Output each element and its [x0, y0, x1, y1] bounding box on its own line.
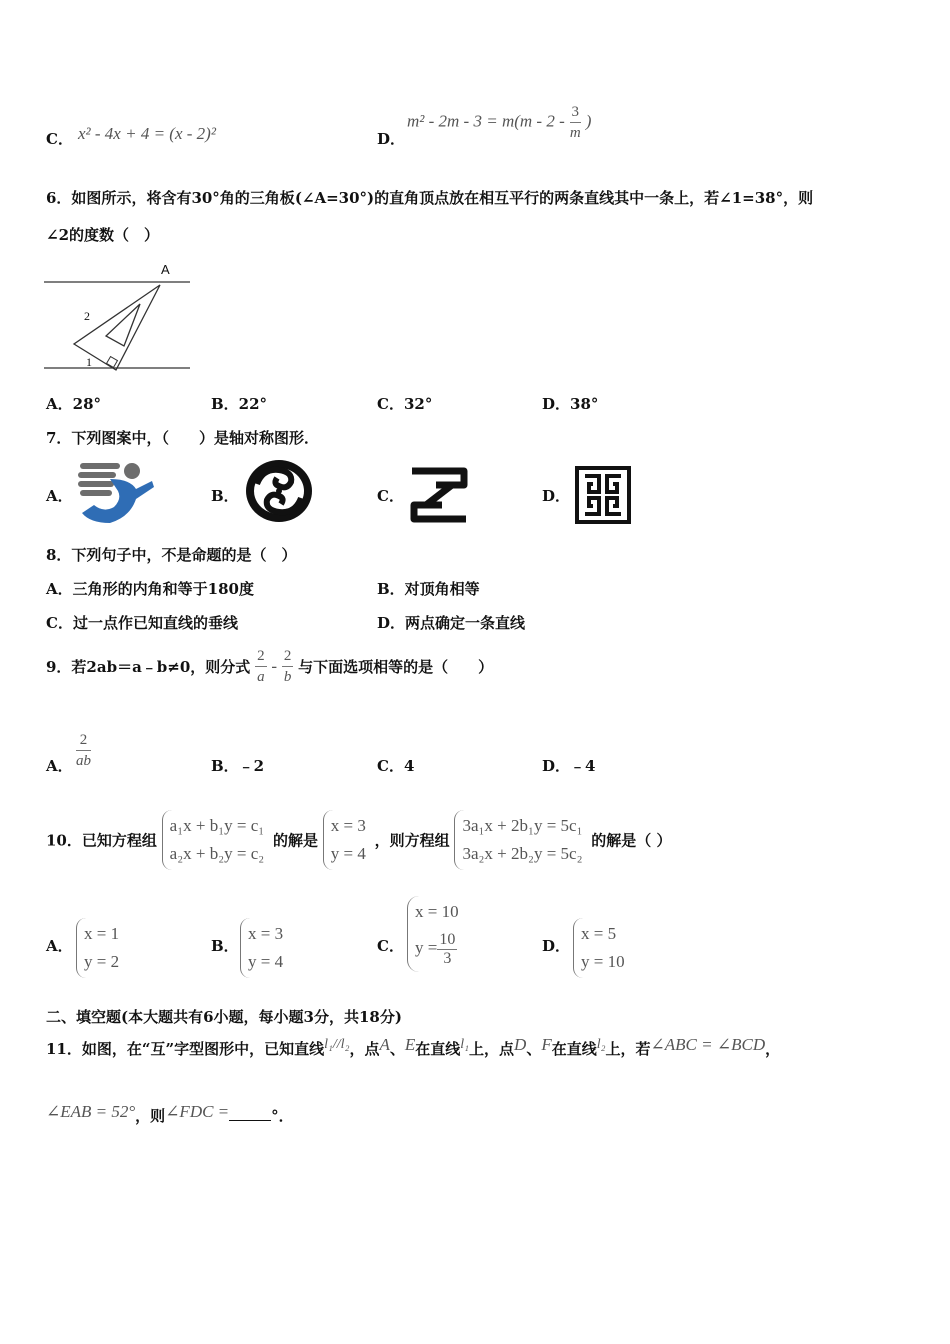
q6-option-a: A．28° — [46, 395, 102, 413]
q9-fraction-a: $\frac{2}{a}$ — [257, 648, 265, 685]
q10-option-b-system: x = 3 y = 4 — [240, 918, 287, 978]
q6-option-c: C．32° — [377, 395, 433, 413]
q9-option-b: B．﹣2 — [211, 757, 265, 775]
q9-option-a-label: A． — [46, 757, 73, 775]
q10-stem — [46, 810, 672, 870]
q6-fig-label-a: A — [161, 262, 170, 277]
q9-minus: - — [271, 656, 278, 676]
q5-option-d-right: ) — [585, 111, 592, 131]
q5-option-c-label: C． — [46, 130, 73, 148]
q10-option-a-label: A． — [46, 937, 73, 955]
q9-stem-post: 与下面选项相等的是（ ） — [298, 658, 494, 676]
q10-stem-pre: 10．已知方程组 — [46, 831, 157, 850]
q10-option-c-label: C． — [377, 937, 404, 955]
q8-option-d: D．两点确定一条直线 — [377, 614, 526, 632]
q6-fig-label-1: 1 — [86, 355, 92, 369]
q10-option-c-system: x = 10 y = $\frac{10}{3}$ — [407, 896, 463, 972]
q9-stem-pre: 9．若2ab＝a﹣b≠0，则分式 — [46, 658, 251, 676]
q7-option-b-label: B． — [211, 487, 239, 505]
q8-stem: 8．下列句子中，不是命题的是（ ） — [46, 546, 297, 564]
q8-option-a: A．三角形的内角和等于180度 — [46, 580, 254, 598]
q5-option-d-label: D． — [377, 130, 406, 148]
q11-answer-blank[interactable] — [229, 1120, 271, 1121]
q7-option-a-label: A． — [46, 487, 73, 505]
q6-option-b: B．22° — [211, 395, 268, 413]
q10-option-b-label: B． — [211, 937, 239, 955]
q10-system-2: x = 3 y = 4 — [323, 810, 370, 870]
q5-option-d-fraction: $\frac{3}{m}$ — [569, 104, 581, 141]
q6-stem-line2: ∠2的度数（ ） — [46, 226, 160, 244]
q9-fraction-b: $\frac{2}{b}$ — [283, 648, 292, 685]
q11-line1: 11．如图，在“互”字型图形中，已知直线l₁//l₂，点A、E在直线l₁上，点D、F在直线l₂上，若∠ABC = ∠BCD， — [46, 1035, 781, 1058]
q9-option-a-fraction: $\frac{2}{ab}$ — [76, 732, 91, 769]
q9-option-d: D．﹣4 — [542, 757, 596, 775]
q7-meander-pattern-icon — [575, 466, 631, 524]
q6-figure — [44, 260, 194, 375]
q10-system-3: 3a₁x + 2b₁y = 5c₁ 3a₂x + 2b₂y = 5c₂ — [454, 810, 586, 870]
q10-option-d-system: x = 5 y = 10 — [573, 918, 629, 978]
q10-option-a-system: x = 1 y = 2 — [76, 918, 123, 978]
q7-spiral-pattern-icon — [243, 458, 315, 524]
q10-mid-1: 的解是 — [272, 831, 318, 850]
q7-option-d-label: D． — [542, 487, 571, 505]
q5-option-d-left: m² - 2m - 3 = m(m - 2 - — [407, 111, 565, 131]
q6-fig-label-2: 2 — [84, 309, 90, 323]
q7-option-c-label: C． — [377, 487, 404, 505]
q6-option-d: D．38° — [542, 395, 599, 413]
section-2-title: 二、填空题(本大题共有6小题，每小题3分，共18分) — [46, 1008, 402, 1026]
q10-stem-post: 的解是（ ） — [591, 831, 672, 850]
q9-stem — [46, 646, 493, 687]
q5-option-c-expr: x² - 4x + 4 = (x - 2)² — [78, 124, 216, 143]
q10-option-d-label: D． — [542, 937, 571, 955]
q9-option-c: C．4 — [377, 757, 415, 775]
q6-stem-line1: 6．如图所示，将含有30°角的三角板(∠A=30°)的直角顶点放在相互平行的两条直线其中一条上，若∠1=38°，则 — [46, 189, 814, 207]
q5-option-d-expr — [407, 102, 591, 143]
q10-system-1: a₁x + b₁y = c₁ a₂x + b₂y = c₂ — [162, 810, 269, 870]
q7-link-pattern-icon — [408, 465, 470, 525]
q7-stem: 7．下列图案中，（ ）是轴对称图形． — [46, 429, 319, 447]
q7-runner-logo-icon — [74, 457, 158, 527]
q8-option-b: B．对顶角相等 — [377, 580, 480, 598]
q10-mid-2: ，则方程组 — [374, 831, 450, 850]
q11-line2: ∠EAB = 52°，则∠FDC = °． — [46, 1102, 294, 1125]
q8-option-c: C．过一点作已知直线的垂线 — [46, 614, 238, 632]
